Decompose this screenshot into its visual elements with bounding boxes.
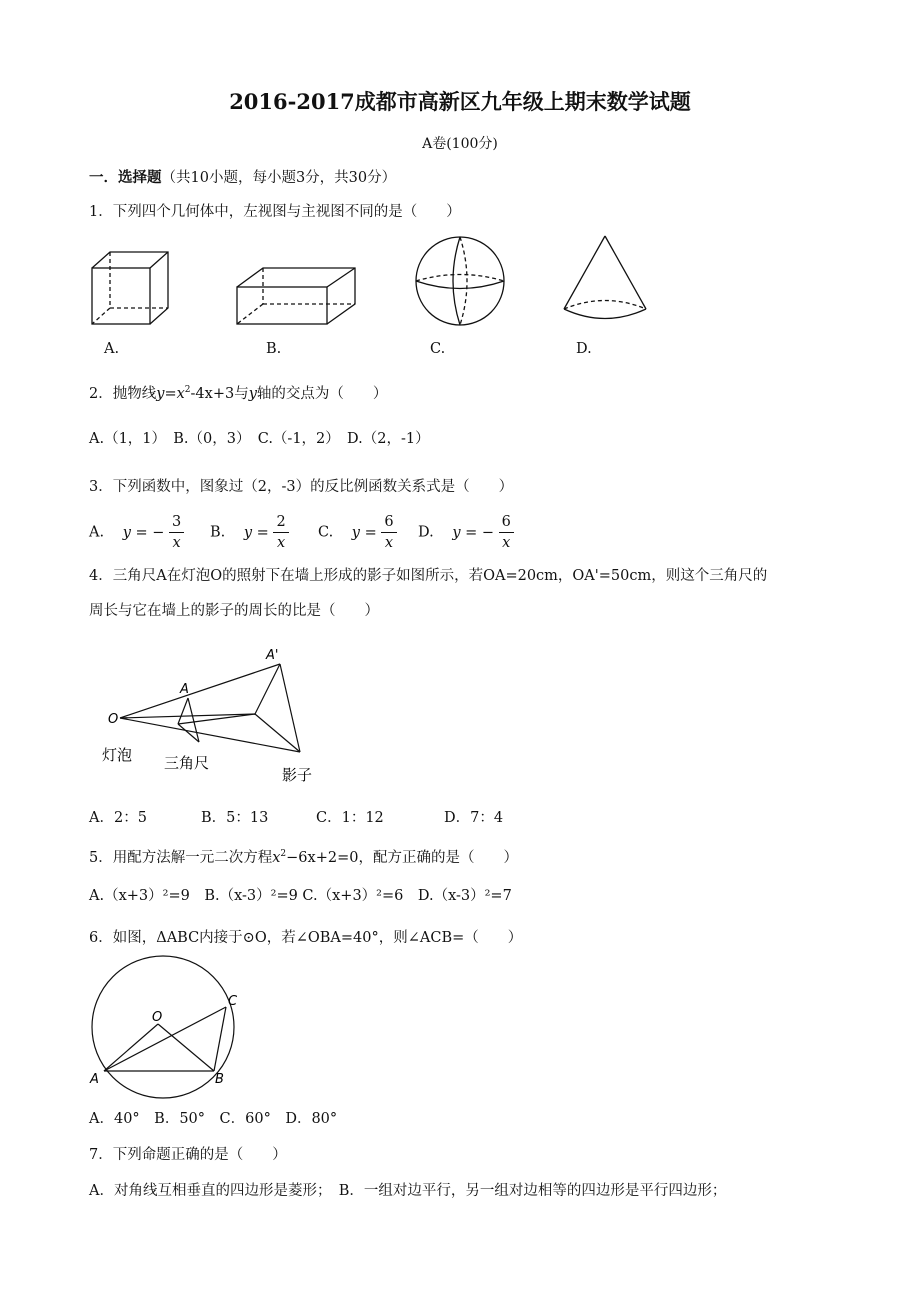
q5-eq-rest: −6x+2=0，配方正确的是（ ） <box>286 849 518 866</box>
q2-eq-x: x <box>176 385 185 402</box>
q6-label-b: B <box>215 1072 224 1087</box>
q4-label-a-prime: A' <box>266 648 279 663</box>
q2-axis: y <box>248 385 257 402</box>
q3-option-b-denominator: x <box>276 535 286 551</box>
q6-label-c: C <box>228 994 238 1009</box>
paper-subtitle: A卷(100分) <box>422 136 498 152</box>
section-title: 一．选择题 <box>89 169 162 186</box>
q3-option-d-denominator: x <box>502 535 511 551</box>
question-6-options: A．40° B．50° C．60° D．80° <box>89 1111 338 1127</box>
q2-suffix: 轴的交点为（ ） <box>256 385 388 402</box>
q2-prefix: 2．抛物线 <box>89 385 157 402</box>
q3-option-a-label: A. <box>89 524 105 541</box>
q4-option-d: D．7：4 <box>444 810 504 826</box>
q3-option-c-lhs: y = <box>351 524 377 541</box>
question-1-text: 1．下列四个几何体中，左视图与主视图不同的是（ ） <box>89 204 461 220</box>
q2-with: 与 <box>234 385 249 402</box>
q1-option-d: D. <box>576 341 592 357</box>
question-4-line-2: 周长与它在墙上的影子的周长的比是（ ） <box>89 603 379 619</box>
q2-eq-exponent: 2 <box>184 385 191 395</box>
section-heading <box>89 169 396 187</box>
q4-label-triangle: 三角尺 <box>164 754 210 772</box>
q3-option-a-lhs: y = − <box>122 524 165 541</box>
q3-option-d <box>418 512 514 553</box>
q1-option-b: B. <box>266 341 282 357</box>
question-5-text <box>89 845 518 867</box>
question-2-text <box>89 381 387 403</box>
q4-label-a: A <box>180 682 189 697</box>
q3-option-a-denominator: x <box>172 535 181 551</box>
q3-option-b-lhs: y = <box>243 524 269 541</box>
q5-eq-exponent: 2 <box>280 849 287 859</box>
question-4-line-1: 4．三角尺A在灯泡O的照射下在墙上形成的影子如图所示，若OA=20cm，OA'=50cm，则这个三角尺的 <box>89 568 768 584</box>
cone-figure <box>564 236 646 319</box>
q3-option-b-label: B. <box>210 524 226 541</box>
q2-eq-rest: -4x+3 <box>190 385 235 402</box>
q6-circle-figure <box>80 955 250 1095</box>
question-7-text: 7．下列命题正确的是（ ） <box>89 1147 287 1163</box>
q7-option-a: A．对角线互相垂直的四边形是菱形； B．一组对边平行，另一组对边相等的四边形是平行四边形； <box>89 1183 727 1199</box>
q3-option-c-fraction <box>381 512 396 553</box>
q5-eq-x: x <box>272 849 281 866</box>
q3-option-c-numerator: 6 <box>381 512 396 533</box>
q3-option-d-numerator: 6 <box>499 512 514 533</box>
q3-option-a-fraction <box>169 512 184 553</box>
q6-label-o: O <box>152 1010 163 1025</box>
q3-option-a-numerator: 3 <box>169 512 184 533</box>
q4-option-b: B．5：13 <box>201 810 269 826</box>
q6-label-a: A <box>90 1072 99 1087</box>
q1-option-a: A. <box>104 341 120 357</box>
question-6-text: 6．如图，ΔABC内接于⊙O，若∠OBA=40°，则∠ACB=（ ） <box>89 930 523 946</box>
q3-option-d-fraction <box>499 512 514 553</box>
question-5-options: A.（x+3）²=9 B.（x-3）²=9 C.（x+3）²=6 D.（x-3）²=7 <box>89 888 512 904</box>
q3-option-d-lhs: y = − <box>452 524 495 541</box>
q3-option-d-label: D. <box>418 524 434 541</box>
question-2-options: A.（1，1） B.（0，3） C.（-1，2） D.（2，-1） <box>89 431 430 447</box>
q4-shadow-figure <box>100 642 340 792</box>
q3-option-b-numerator: 2 <box>273 512 288 533</box>
question-3-text: 3．下列函数中，图象过（2，-3）的反比例函数关系式是（ ） <box>89 479 514 495</box>
page-title: 2016-2017成都市高新区九年级上期末数学试题 <box>229 89 691 114</box>
q1-option-c: C. <box>430 341 446 357</box>
q3-option-b <box>210 512 289 553</box>
q4-label-bulb: 灯泡 <box>102 746 133 764</box>
q3-option-a <box>89 512 184 553</box>
q4-option-a: A．2：5 <box>89 810 147 826</box>
q5-prefix: 5．用配方法解一元二次方程 <box>89 849 273 866</box>
q3-option-c <box>318 512 397 553</box>
q3-option-c-denominator: x <box>384 535 394 551</box>
q3-option-b-fraction <box>273 512 288 553</box>
q4-label-shadow: 影子 <box>282 766 313 784</box>
q3-option-c-label: C. <box>318 524 334 541</box>
sphere-figure <box>416 237 504 325</box>
q4-option-c: C．1：12 <box>316 810 384 826</box>
q2-eq-y: y <box>156 385 165 402</box>
q2-eq-equals: = <box>164 385 177 402</box>
section-note: （共10小题，每小题3分，共30分） <box>161 170 397 186</box>
q1-solids-figure <box>80 230 680 335</box>
cube-figure <box>92 252 168 324</box>
cuboid-figure <box>237 268 355 324</box>
q4-label-o: O <box>108 712 119 727</box>
